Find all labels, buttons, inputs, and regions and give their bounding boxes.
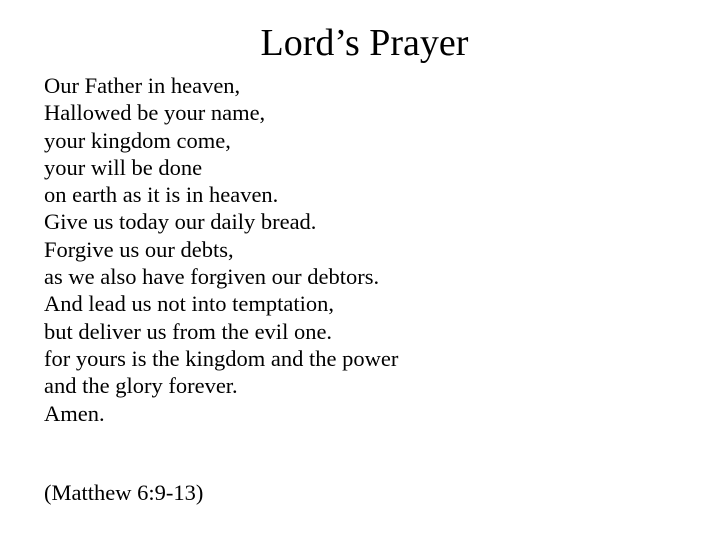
prayer-line: for yours is the kingdom and the power xyxy=(44,345,399,371)
prayer-line: and the glory forever. xyxy=(44,373,238,399)
prayer-line: Amen. xyxy=(44,400,105,426)
prayer-line: your kingdom come, xyxy=(44,127,231,153)
prayer-line: Give us today our daily bread. xyxy=(44,209,317,235)
scripture-citation: (Matthew 6:9-13) xyxy=(44,480,204,505)
prayer-line: Forgive us our debts, xyxy=(44,236,234,262)
prayer-line: but deliver us from the evil one. xyxy=(44,318,333,344)
slide-title xyxy=(0,18,720,68)
prayer-line: And lead us not into temptation, xyxy=(44,291,334,317)
prayer-line: Our Father in heaven, xyxy=(44,73,241,98)
prayer-line: Hallowed be your name, xyxy=(44,100,266,126)
prayer-line: as we also have forgiven our debtors. xyxy=(44,264,380,290)
prayer-line: on earth as it is in heaven. xyxy=(44,182,279,208)
prayer-text xyxy=(44,72,398,427)
slide-title-text: Lord’s Prayer xyxy=(260,22,469,64)
prayer-line: your will be done xyxy=(44,154,203,180)
